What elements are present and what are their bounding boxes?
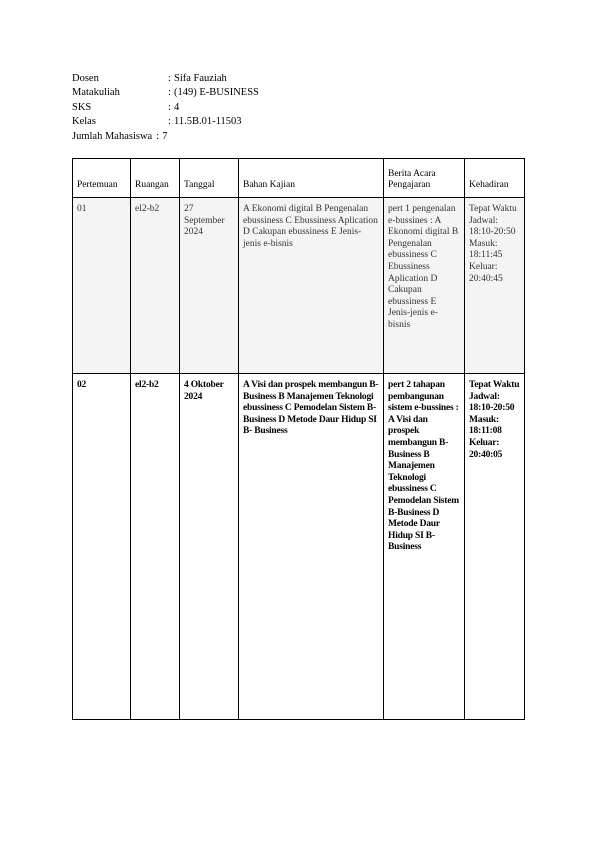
- info-row-sks: [72, 101, 259, 115]
- cell-bahan-kajian: A Visi dan prospek membangun B- Business B Manajemen Teknologi ebussiness C Pemodelan Sistem B- Business D Metode Daur Hidup SI B- Business: [239, 374, 384, 720]
- info-value: Sifa Fauziah: [174, 73, 227, 84]
- cell-kehadiran: Tepat Waktu Jadwal: 18:10-20:50 Masuk: 18:11:45 Keluar: 20:40:45: [465, 198, 525, 374]
- info-separator: :: [168, 87, 171, 99]
- info-separator: :: [168, 116, 171, 128]
- header-kehadiran: Kehadiran: [465, 159, 525, 198]
- info-separator: :: [168, 73, 171, 84]
- info-label: Dosen: [72, 73, 99, 84]
- info-label: Matakuliah: [72, 87, 120, 99]
- info-separator: :: [156, 130, 160, 142]
- header-berita-acara: Berita Acara Pengajaran: [384, 159, 465, 198]
- info-value: 4: [174, 101, 180, 113]
- info-row-jumlah-mahasiswa: [72, 130, 259, 144]
- cell-bahan-kajian: A Ekonomi digital B Pengenalan ebussiness C Ebussiness Aplication D Cakupan ebussiness E Jenis-jenis e-bisnis: [239, 198, 384, 374]
- info-label: SKS: [72, 101, 92, 113]
- table-row: [73, 374, 525, 720]
- info-value: 7: [162, 130, 168, 142]
- info-row-dosen: [72, 72, 259, 86]
- cell-ruangan: el2-b2: [131, 198, 180, 374]
- attendance-table: [72, 158, 525, 720]
- cell-pertemuan: 02: [73, 374, 131, 720]
- info-separator: :: [168, 101, 171, 113]
- info-row-matakuliah: [72, 86, 259, 100]
- cell-berita-acara: pert 1 pengenalan e-bussines : A Ekonomi digital B Pengenalan ebussiness C Ebussiness Aplication D Cakupan ebussiness E Jenis-jenis e-bisnis: [384, 198, 465, 374]
- cell-berita-acara: pert 2 tahapan pembangunan sistem e-bussines : A Visi dan prospek membangun B-Business B Manajemen Teknologi ebussiness C Pemodelan Sistem B-Business D Metode Daur Hidup SI B-Business: [384, 374, 465, 720]
- cell-tanggal: 4 Oktober 2024: [180, 374, 239, 720]
- course-info: [72, 72, 259, 144]
- header-pertemuan: Pertemuan: [73, 159, 131, 198]
- header-tanggal: Tanggal: [180, 159, 239, 198]
- info-row-kelas: [72, 115, 259, 129]
- info-label: Kelas: [72, 116, 96, 128]
- table-header-row: [73, 159, 525, 198]
- cell-tanggal: 27 September 2024: [180, 198, 239, 374]
- cell-kehadiran: Tepat Waktu Jadwal: 18:10-20:50 Masuk: 18:11:08 Keluar: 20:40:05: [465, 374, 525, 720]
- cell-ruangan: el2-b2: [131, 374, 180, 720]
- header-ruangan: Ruangan: [131, 159, 180, 198]
- header-bahan-kajian: Bahan Kajian: [239, 159, 384, 198]
- cell-pertemuan: 01: [73, 198, 131, 374]
- info-label: Jumlah Mahasiswa: [72, 130, 153, 142]
- info-value: 11.5B.01-11503: [174, 116, 242, 128]
- table-row: [73, 198, 525, 374]
- info-value: (149) E-BUSINESS: [174, 87, 259, 99]
